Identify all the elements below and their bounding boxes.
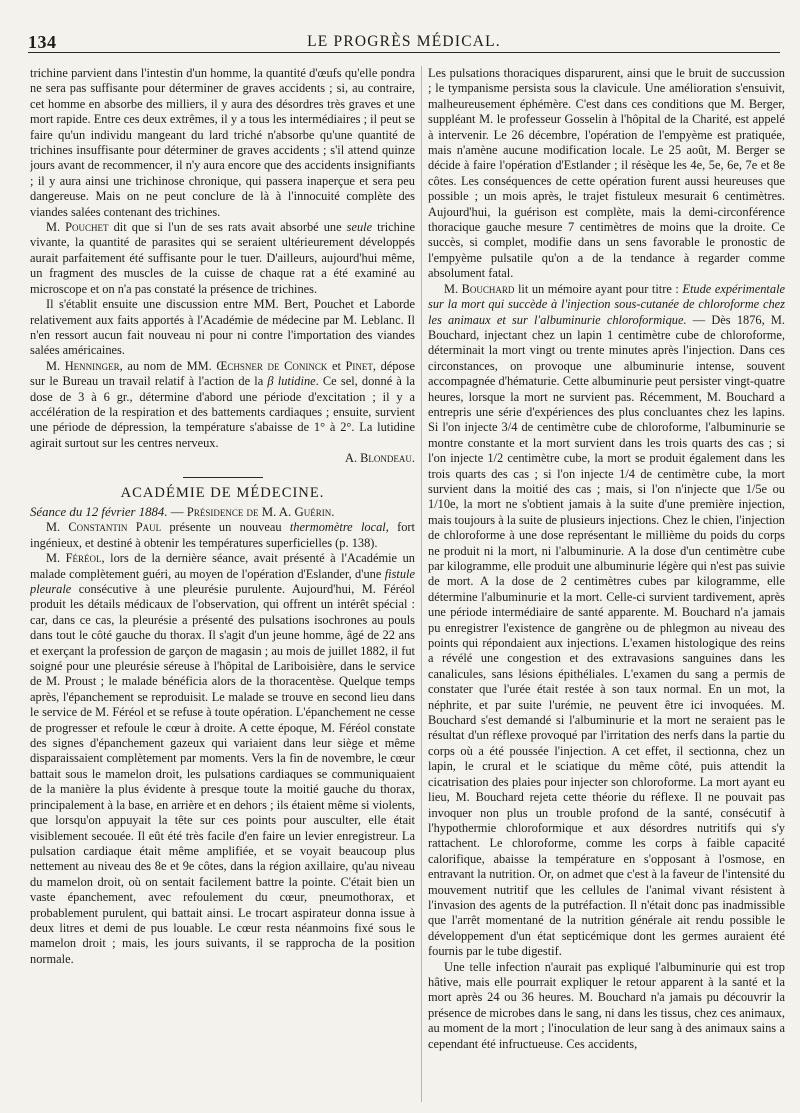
section-separator — [183, 477, 263, 478]
section-title: ACADÉMIE DE MÉDECINE. — [120, 484, 325, 501]
person-name: Œchsner de Coninck — [216, 358, 328, 373]
paragraph-bouchard — [428, 282, 785, 960]
speaker-name: M. Féréol — [46, 551, 102, 566]
text-run: , lors de la dernière séance, avait présenté à l'Académie un malade complètement guéri, au moyen de l'opération d'Eslander, d'une — [30, 551, 415, 581]
paragraph-infection: Une telle infection n'aurait pas expliqué l'albuminurie qui est trop hâtive, mais elle pourrait expliquer le retour apparent à la santé et la mort après 24 ou 36 heures. M. Bouchard n'a jamais pu découvrir la présence de microbes dans le sang, ni dans les tissus, chez ces animaux, au moment de la mort ; l'inoculation de leur sang à des animaux sains a cependant été infructueuse. Ces accidents, — [428, 959, 785, 1051]
sitting-presidency: — Présidence de M. A. Guérin. — [167, 504, 335, 519]
page-header — [28, 30, 780, 53]
text-run: dit que si l'un de ses rats avait absorbé une — [108, 220, 347, 235]
paragraph-constantin-paul — [30, 520, 415, 551]
person-name: Pinet — [345, 358, 373, 373]
text-run: et — [327, 358, 346, 373]
emphasis: β lutidine — [267, 374, 316, 389]
speaker-name: M. Constantin Paul — [46, 520, 162, 535]
paragraph-fereol — [30, 551, 415, 967]
paragraph-discussion: Il s'établit ensuite une discussion entre MM. Bert, Pouchet et Laborde relativement aux faits apportés à l'Académie de médecine par M. Leblanc. Il n'en ressort aucun fait nouveau ni pour ni contre l'importation des viandes salées américaines. — [30, 297, 415, 358]
right-column — [428, 66, 785, 1106]
text-run: trichine vivante, la quantité de parasites qui se seraient ultérieurement développés aurait parfaitement été suffisante pour le tuer. D'ailleurs, aujourd'hui même, un fragment des muscles de la cuisse de chaque rat a été examiné au microscope et on n'a pas constaté la présence de trichines. — [30, 220, 415, 296]
text-run: , dépose sur le Bureau un travail relatif à l'action de la — [30, 358, 415, 389]
text-run: consécutive à une pleurésie purulente. Aujourd'hui, M. Féréol produit les détails médicaux de l'observation, qui offrent un intérêt spécial : car, dans ce cas, la pleurésie a présenté des pulsations isochrones au pouls dans tout le côté gauche du thorax. Il s'agit d'un jeune homme, âgé de 22 ans et exerçant la profession de garçon de magasin ; au mois de juillet 1882, il fut soigné pour une pleurésie séreuse à l'hôpital de Lariboisière, dans le service de M. Proust ; le malade bénéficia alors de la thoracentèse. Quelque temps après, l'épanchement se reproduisit. Le malade se trouve en second lieu dans le service de M. Féréol et se refuse à toute opération. L'épanchement ne cesse de progresser et refoule le cœur à droite. A cette époque, M. Féréol constate des signes d'épanchement gazeux qui variaient dans leur siège et même disparaissaient complètement par moments. Vers la fin de novembre, le cœur battait sous le mamelon droit, les pulsations cardiaques se communiquaient de la manière la plus évidente à presque toute la moitié gauche du thorax, principalement à la base, en arrière et en dehors ; ils étaient même si violents, que lorsqu'on appuyait la tête sur ces points pour ausculter, elle était visiblement secouée. Il eût été très facile d'en faire un levier enregistreur. La pulsation cardiaque était même amplifiée, et se voyait beaucoup plus nettement au niveau des 8e et 9e côtes, dans la région axillaire, qu'au niveau du mamelon droit, où on sentait facilement battre la pointe. C'était bien un vaste épanchement, avec refoulement du cœur, pneumothorax, et probablement purulent, qui battait ainsi. Le trocart aspirateur donna issue à deux litres et demi de pus louable. Le cœur resta néanmoins fixé sous le mamelon droit ; mais, les jours suivants, il se rapprocha de la position normale. — [30, 582, 415, 966]
left-column — [30, 66, 415, 1106]
running-title: LE PROGRÈS MÉDICAL. — [307, 33, 501, 50]
author-signature: A. Blondeau. — [345, 451, 415, 466]
text-run: présente un nouveau — [161, 520, 290, 535]
emphasis: seule — [346, 220, 373, 235]
speaker-name: M. Bouchard — [444, 281, 515, 296]
column-divider — [421, 66, 422, 1102]
page-number: 134 — [28, 32, 57, 52]
paragraph-henninger — [30, 359, 415, 451]
emphasis: thermomètre local — [289, 520, 386, 535]
speaker-name: M. Henninger — [46, 358, 120, 373]
paragraph-fereol-continuation: Les pulsations thoraciques disparurent, ainsi que le bruit de succussion ; le tympanisme persista sous la clavicule. Une amélioration s'ensuivit, malheureusement éphémère. C'est dans ces conditions que M. Berger, suppléant M. le professeur Gosselin à l'hôpital de la Charité, est appelé à intervenir. Le 26 décembre, l'opération de l'empyème est pratiquée, mais n'amène aucune modification locale. Le 25 août, M. Berger se décide à faire l'opération d'Estlander ; il résèque les 4e, 5e, 6e, 7e et 8e côtes. Les conséquences de cette opération furent aussi heureuses que possible ; un mois après, le trajet fistuleux mesurait 6 centimètres. Aujourd'hui, la guérison est complète, mais la demi-circonférence thoracique gauche mesure 7 centimètres de moins que la droite. Ce succès, si complet, modifie dans un sens favorable le pronostic de l'empyème pulsatile qu'on a de la tendance à regarder comme absolument fatal. — [428, 66, 785, 281]
paragraph-trichine-continuation: trichine parvient dans l'intestin d'un homme, la quantité d'œufs qu'elle pondra ne sera pas suffisante pour déterminer de graves accidents ; si, au contraire, cet homme en absorbe des milliers, il y aura des désordres très graves et une mort rapide. Entre ces deux extrêmes, il y a tous les intermédiaires ; il peut se faire qu'un individu mangeant du lard triché n'absorbe qu'une quantité de trichines insuffisante pour déterminer de graves accidents ; s'il attend quinze jours avant de recommencer, il n'y aura encore que des accidents insignifiants ; il y aura ainsi une trichinose chronique, qui passera inaperçue et sera peu dangereuse. Mais on ne peut conclure de là à l'innocuité complète des viandes salées contenant des trichines. — [30, 66, 415, 219]
sitting-date: Séance du 12 février 1884. — [30, 504, 168, 519]
text-run: lit un mémoire ayant pour titre : — [514, 281, 683, 296]
paragraph-pouchet — [30, 220, 415, 297]
memoir-title: Etude expérimentale sur la mort qui succède à l'injection sous-cutanée de chloroforme chez les animaux et sur l'albuminurie chloroformique. — [428, 281, 785, 327]
speaker-name: M. Pouchet — [46, 220, 109, 235]
text-run: , au nom de MM. — [119, 358, 217, 373]
text-run: — Dès 1876, M. Bouchard, injectant chez un lapin 1 centimètre cube de chloroforme, déterminait la mort vingt ou trente minutes après l'injection. Dans ces circonstances, on provoque une albuminurie intense, souvent accompagnée d'hématurie. Cette albuminurie peut persister vingt-quatre heures, lorsque la mort ne survient pas. Récemment, M. Bouchard a entrepris une série d'expériences des plus concluantes chez les lapins. Si l'on injecte 3/4 de centimètre cube de chloroforme, l'albuminurie se montre constante et la mort survient dans les trois quarts des cas ; si l'on injecte 1/2 centimètre cube, la mort se produit également dans les trois quarts des cas ; si l'on injecte 1/4 de centimètre cube, la mort survient dans la moitié des cas ; mais, si l'on n'injecte que 1/5e ou 1/10e, la mort ne s'obtient jamais à la suite d'une première injection, mais toujours à la suite de plusieurs injections. Chez le chien, l'injection de chloroforme à une dose représentant le millième du poids du corps ne produit ni la mort, ni l'albuminurie. A la dose d'un centimètre cube par kilogramme, elle produit une albuminurie légère qui n'est pas suivie de mort. A la dose de 2 centimètres cubes par kilogramme, elle détermine l'albuminurie et la mort. Celle-ci survient tardivement, après une période intermédiaire de santé apparente. M. Bouchard n'a jamais pu enregistrer l'existence de gangrène ou de phlegmon au niveau des points qui répondaient aux injections. L'examen histologique des reins a révélé une congestion et des extravasions sanguines dans les canalicules, sans lésions épithéliales. L'examen du sang a permis de constater que l'urée était restée à son taux normal. En un mot, la néphrite, et par suite l'urémie, ne peuvent être ici invoquées. M. Bouchard s'est demandé si l'albuminurie et la mort ne seraient pas le résultat d'un réflexe provoqué par l'irritation des nerfs dans la partie du corps où a été poussée l'injection. A cet effet, il sectionna, chez un lapin, le crural et le sciatique du même côté, puis attendit la cicatrisation des plaies pour injecter son chloroforme. La mort ayant eu lieu, M. Bouchard rejeta cette théorie du réflexe. Il ne pouvait pas invoquer non plus un trouble profond de la santé, consécutif à l'hypothermie chloroformique et aux désordres nutritifs qui s'y rattachent. Le chloroforme, comme les corps à faible capacité calorifique, abaisse la température en s'opposant à l'osmose, en entravant la nutrition. Or, on admet que c'est à la faveur de l'intensité du mouvement nutritif que les cellules de l'animal vivant résistent à l'invasion des agents de la putréfaction. Il n'était donc pas inadmissible que l'arrêt momentané de la nutrition générale ait rendu possible le développement d'un état septicémique dont les germes auraient été fournis par le tube digestif. — [428, 312, 785, 959]
text-run: , fort ingénieux, et destiné à obtenir les températures superficielles (p. 138). — [30, 520, 415, 550]
emphasis: fistule pleurale — [30, 566, 415, 596]
sitting-line — [30, 505, 415, 520]
text-run: . Ce sel, donné à la dose de 3 à 6 gr., détermine d'abord une période d'excitation ; il y a accélération de la respiration et des battements cardiaques ; ensuite, survient une période de dépression, la température s'abaisse de 1° à 2°. La lutidine agirait surtout sur les centres nerveux. — [30, 374, 415, 450]
